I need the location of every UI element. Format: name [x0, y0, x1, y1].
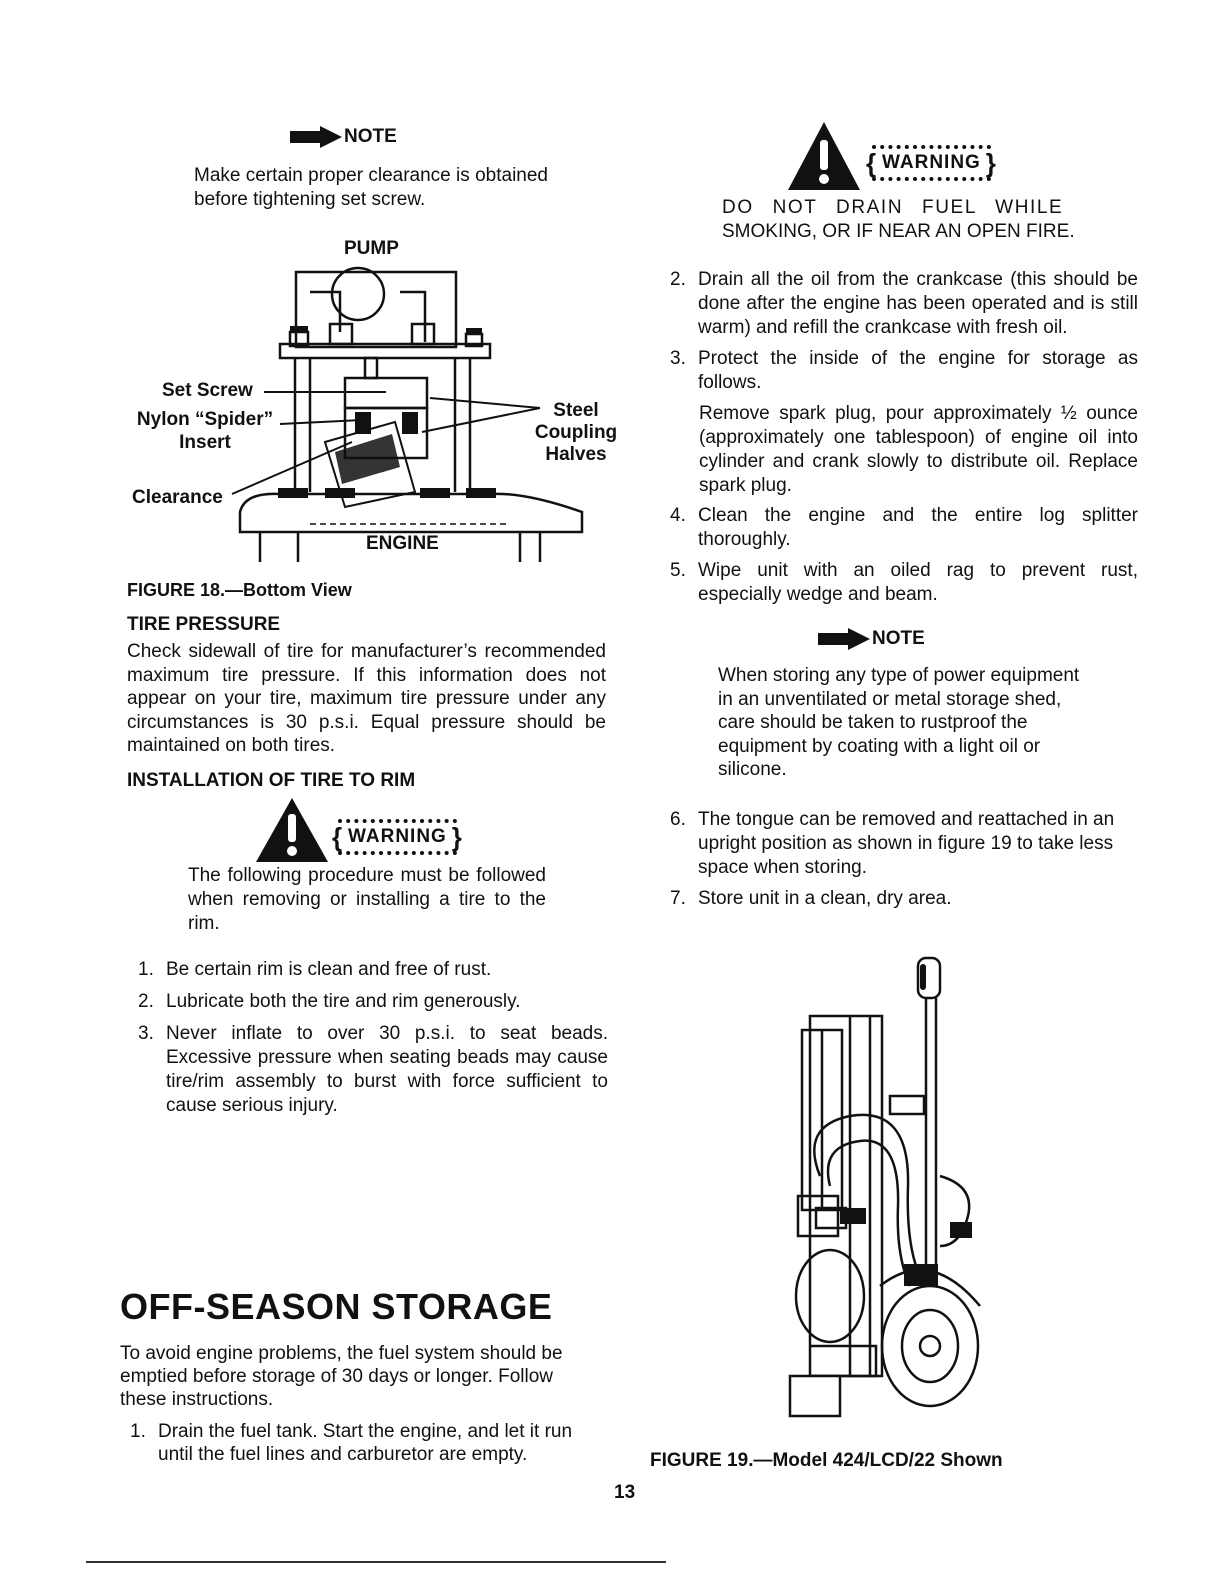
step3-detail: Remove spark plug, pour approximately ½ ounce (approximately one tablespoon) of engine oil into cylinder and crank slowly to distribute oil. Replace spark plug.: [699, 403, 1138, 496]
tire-pressure-heading: TIRE PRESSURE: [127, 614, 281, 635]
figure-18-set-screw-label: Set Screw: [162, 380, 253, 401]
installation-warning-text: The following procedure must be followed when removing or installing a tire to the rim.: [188, 865, 546, 934]
figure-18-steel-label: [530, 400, 622, 466]
bottom-rule: [86, 1561, 666, 1563]
note-heading: [290, 126, 397, 148]
note-heading: [818, 628, 925, 650]
list-item: [670, 887, 1138, 911]
list-item-text: Lubricate both the tire and rim generously.: [166, 991, 521, 1012]
list-item-text: Store unit in a clean, dry area.: [698, 888, 952, 909]
figure-18-caption: FIGURE 18.—Bottom View: [127, 580, 352, 600]
list-item-number: 6.: [670, 809, 686, 830]
figure-18-steel-line2: Coupling: [534, 422, 618, 443]
log-splitter-illustration: [780, 946, 1000, 1426]
storage-warning-line1: DO NOT DRAIN FUEL WHILE: [722, 197, 1064, 218]
list-item: [138, 1022, 608, 1118]
storage-warning-label: { WARNING }: [872, 145, 991, 181]
list-item: [670, 808, 1138, 880]
note-text: When storing any type of power equipment in an unventilated or metal storage shed, care should be taken to rustproof the equipment by coating with a light oil or silicone.: [718, 665, 1080, 780]
list-item-number: 3.: [670, 348, 686, 369]
list-item-text: Be certain rim is clean and free of rust.: [166, 959, 492, 980]
list-item: [138, 990, 608, 1014]
list-item-number: 1.: [138, 959, 154, 980]
list-item: [670, 559, 1138, 607]
list-item-text: Never inflate to over 30 p.s.i. to seat beads. Excessive pressure when seating beads may cause tire/rim assembly to burst with force sufficient to cause serious injury.: [166, 1023, 608, 1116]
figure-18-clearance-label: Clearance: [132, 487, 223, 508]
list-item-text: Drain all the oil from the crankcase (this should be done after the engine has been operated and is still warm) and refill the crankcase with fresh oil.: [698, 269, 1138, 338]
installation-warning-label: { WARNING }: [338, 819, 457, 855]
note-heading-label: NOTE: [872, 628, 925, 649]
storage-steps-b: [670, 504, 1138, 607]
list-item-number: 7.: [670, 888, 686, 909]
figure-19-caption: FIGURE 19.—Model 424/LCD/22 Shown: [650, 1450, 1003, 1471]
storage-steps-a: [670, 268, 1138, 395]
storage-steps-c: [670, 808, 1138, 911]
list-item-number: 2.: [670, 269, 686, 290]
list-item-number: 2.: [138, 991, 154, 1012]
list-item-text: Drain the fuel tank. Start the engine, and let it run until the fuel lines and carburetor are empty.: [158, 1421, 573, 1465]
installation-steps: [138, 958, 608, 1118]
list-item: [670, 347, 1138, 395]
list-item-text: Clean the engine and the entire log splitter thoroughly.: [698, 505, 1138, 550]
warning-triangle-icon: [786, 120, 862, 192]
note-arrow-icon: [818, 628, 870, 650]
storage-warning: [786, 120, 991, 192]
list-item-number: 1.: [130, 1421, 146, 1442]
warning-triangle-icon: [254, 796, 330, 864]
list-item-text: The tongue can be removed and reattached in an upright position as shown in figure 19 to take less space when storing.: [698, 809, 1115, 878]
list-item-number: 4.: [670, 505, 686, 526]
storage-intro: To avoid engine problems, the fuel system should be emptied before storage of 30 days or longer. Follow these instructions.: [120, 1343, 563, 1410]
figure-18-steel-line1: Steel: [553, 400, 599, 421]
installation-warning: [254, 796, 457, 864]
list-item-text: Protect the inside of the engine for storage as follows.: [698, 348, 1138, 393]
page-number: 13: [614, 1482, 636, 1503]
list-item-number: 5.: [670, 560, 686, 581]
figure-18-nylon-line2: Insert: [179, 432, 231, 453]
tire-pressure-text: Check sidewall of tire for manufacturer’s recommended maximum tire pressure. If this information does not appear on your tire, maximum tire pressure under any circumstances is 30 p.s.i. Equal pressure should be maintained on both tires.: [127, 641, 606, 756]
storage-title: OFF-SEASON STORAGE: [120, 1286, 553, 1327]
storage-warning-line2: SMOKING, OR IF NEAR AN OPEN FIRE.: [722, 221, 1075, 242]
note-heading-label: NOTE: [344, 126, 397, 147]
figure-18-engine-label: ENGINE: [366, 533, 439, 554]
figure-18-nylon-label: [130, 408, 280, 454]
list-item: [670, 268, 1138, 340]
list-item-text: Wipe unit with an oiled rag to prevent rust, especially wedge and beam.: [698, 560, 1138, 605]
note-arrow-icon: [290, 126, 342, 148]
list-item: [138, 958, 608, 982]
list-item: [130, 1420, 602, 1466]
figure-18-nylon-line1: Nylon “Spider”: [136, 409, 274, 430]
note-text: Make certain proper clearance is obtained before tightening set screw.: [194, 165, 548, 210]
figure-18-steel-line3: Halves: [545, 444, 607, 465]
list-item: [670, 504, 1138, 552]
installation-heading: INSTALLATION OF TIRE TO RIM: [127, 770, 416, 791]
figure-18-pump-label: PUMP: [344, 238, 399, 259]
list-item-number: 3.: [138, 1023, 154, 1044]
